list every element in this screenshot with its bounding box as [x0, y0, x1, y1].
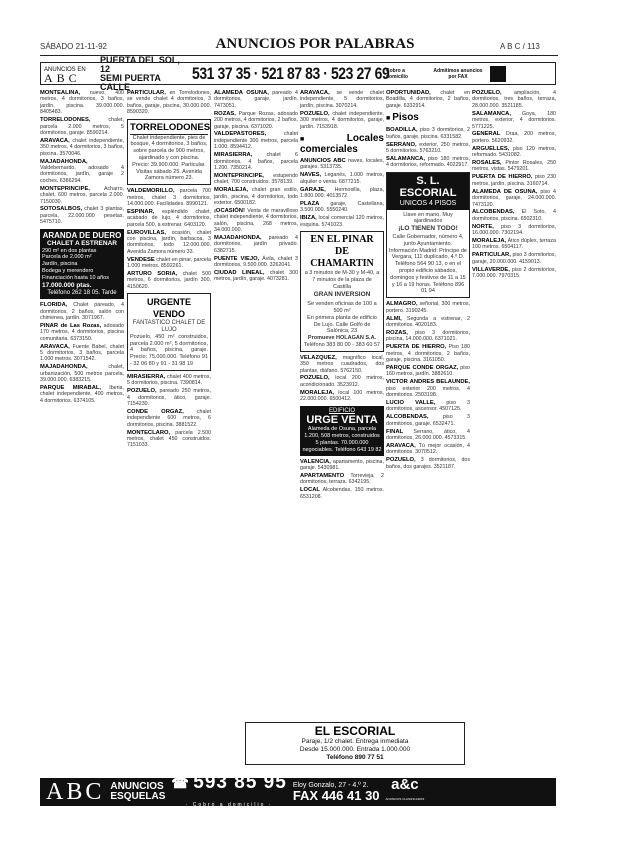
column-1: [40, 90, 124, 406]
ad-keyword: VALDEPASTORES,: [214, 131, 267, 138]
box-text: Llave en mano. Muy ajardinados: [403, 211, 453, 225]
ad-keyword: SALAMANCA,: [472, 110, 511, 117]
ad-text: local comercial 120 metros, esquina. 5741023.: [300, 215, 384, 228]
ad-keyword: BOADILLA,: [386, 127, 418, 134]
box-phone: Teléfono 262 18 05. Tarde: [47, 289, 117, 296]
ad-keyword: MONTEPRINCIPE,: [214, 172, 264, 179]
ad-text: Fuente Babel, chalet 5 dormitorios, 3 baños, parcela 1.000 metros. 3071542.: [40, 343, 124, 363]
ad-keyword: MORALEJA,: [300, 389, 335, 396]
ad-text: adosado 170 metros, 4 dormitorios, piscina comunitaria. 6373150.: [40, 322, 124, 342]
ad-text: Alcobendas, 150 metros. 6531208.: [300, 487, 384, 500]
ad-text: chalet independiente, 300 metros, 4 dormitorios, garaje, jardín. 7153918.: [300, 110, 384, 130]
ad-keyword: VELAZQUEZ,: [300, 354, 337, 361]
ad-keyword: TORRELODONES,: [40, 117, 91, 124]
ad-text: piso 3 dormitorios, garaje. 6532471.: [386, 414, 470, 427]
ad-keyword: MAJADAHONDA,: [40, 158, 88, 165]
banner-phones: 531 37 35 · 521 87 83 · 523 27 69: [192, 63, 390, 83]
ad-text: nuevo, 400 metros, 4 dormitorios, 3 baños, jardín, piscina. 39.000.000. 8405483.: [40, 90, 124, 116]
ad-text: Parque Rozas, adosado 200 metros, 4 dormitorios, 2 baños, garaje, piscina. 6371020.: [214, 110, 298, 130]
classified-ad: [386, 457, 470, 470]
classified-ad: [127, 90, 211, 116]
ad-keyword: ¡OCASIÓN!: [214, 207, 245, 214]
footer-address: [293, 781, 380, 804]
ad-keyword: VICTOR ANDRES BELAUNDE,: [386, 379, 470, 386]
box-cta: ¡LO TIENEN TODO!: [398, 225, 458, 233]
ad-text: en Torrelodones, se vende chalet 4 dormitorios, 3 baños, garaje, piscina, 30.000.000. 8590320.: [127, 90, 211, 116]
column-4: [300, 90, 384, 502]
ad-text: piso 180 metros, 4 dormitorios, reformado. 4022917.: [386, 155, 470, 169]
abc-logo-text: ABC: [44, 70, 81, 85]
classified-ad: [300, 215, 384, 228]
banner-address: [100, 56, 188, 92]
classified-ad: [300, 111, 384, 130]
classified-ad: [472, 131, 556, 144]
column-2: [127, 90, 211, 450]
box-text: a 3 minutos de M-30 y M-40, a 7 minutos de la plaza de Castilla: [304, 270, 380, 290]
classified-ad: [214, 131, 298, 150]
classified-ad: [472, 90, 556, 109]
classified-ad: [40, 302, 124, 321]
page-title: ANUNCIOS POR PALABRAS: [215, 36, 415, 52]
ad-text: Ático dúplex, terraza 100 metros. 6504117.: [472, 238, 556, 251]
classified-ad: [300, 187, 384, 200]
ad-keyword: VALDEMORILLO,: [127, 188, 175, 195]
ad-keyword: ALCOBENDAS,: [386, 414, 429, 421]
ad-keyword: ALAMEDA DE OSUNA,: [472, 188, 538, 195]
classified-ad: [40, 364, 124, 383]
ad-keyword: MONTEALINA,: [40, 90, 81, 96]
box-text: Pozuelo, 450 m² construidos, parcela 2.000 m², 5 dormitorios, 4 baños, piscina, garaje. Precio: 75.000.000. Teléfono 91 - 32 06 80 y 91 - 31 98 19: [130, 333, 208, 368]
box-phone: Teléfono 383 80 00 - 383 60 57: [303, 341, 381, 348]
ad-keyword: VENDESE: [127, 256, 155, 263]
ad-keyword: OPORTUNIDAD,: [386, 90, 431, 96]
classified-ad: [472, 209, 556, 222]
column-6: [472, 90, 556, 281]
classified-ad: [472, 224, 556, 237]
ad-keyword: CONDE ORGAZ,: [127, 408, 184, 415]
ad-keyword: ARAVACA,: [40, 137, 70, 144]
ad-keyword: MAJADAHONDA,: [40, 364, 88, 371]
footer-label-anuncios: ANUNCIOS: [110, 781, 164, 792]
ad-text: Valdebernardo, adosado 4 dormitorios, jardín, garaje 2 coches. 6386294.: [40, 164, 124, 184]
ad-text: parcela 2.500 metros, chalet 450 construidos. 7151033.: [127, 429, 211, 449]
ad-keyword: FLORIDA,: [40, 302, 68, 309]
ad-keyword: PUERTA DE HIERRO,: [472, 174, 533, 181]
ad-keyword: MIRASIERRA,: [214, 152, 253, 159]
ad-text: piso 4 dormitorios, garaje, 24.000.000. 7473120.: [472, 188, 556, 208]
box-text: Chalet independiente, pies de bosque, 4 dormitorios, 3 baños, sobre parcela de 900 metros, ajardinado y con piscina. Precio: 39.900.000. Particular. Visitas sábado 25. Avenida Zamora número 23.: [130, 134, 208, 182]
classified-ad: [386, 344, 470, 363]
ad-text: ampliación, 4 dormitorios, tres baños, terraza, 28.000.000. 3521185.: [472, 90, 556, 109]
classified-ad: [214, 208, 298, 234]
ad-keyword: VALENCIA,: [300, 458, 331, 465]
footer-logo-text: a&c: [391, 776, 419, 793]
footer-logo-sub: ANUNCIOS CLASIFICADOS: [385, 797, 425, 801]
ad-keyword: EUROVILLAS,: [127, 229, 166, 236]
box-title: TORRELODONES: [130, 121, 211, 133]
classified-ad: [40, 138, 124, 157]
ad-box-pinar-chamartin: [300, 231, 384, 352]
ad-keyword: ALMI,: [386, 315, 402, 322]
footer-abc-logo: ABC: [46, 778, 105, 805]
ad-keyword: PARTICULAR,: [127, 90, 166, 96]
classified-ad: [127, 271, 211, 290]
ad-text: Venta de maravilloso chalet independiente, 4 dormitorios, salón, piscina, 268 metros, 34.000.000.: [214, 207, 298, 234]
ad-keyword: ANUNCIOS ABC: [300, 157, 346, 164]
abc-logo: [44, 66, 96, 85]
banner-fax-note: Admitimos anuncios por FAX: [433, 67, 483, 80]
ad-keyword: POZUELO,: [300, 375, 330, 382]
classified-ad: [214, 187, 298, 206]
classified-ad: [214, 235, 298, 254]
box-text: Se venden oficinas de 100 a 500 m²: [307, 301, 377, 314]
ad-text: Goya, 180 metros, exterior, 4 dormitorios. 5771225.: [472, 110, 556, 130]
box-line: Jardín, piscina: [42, 261, 78, 268]
column-5: [386, 90, 470, 471]
classified-ad: [40, 117, 124, 136]
ad-text: Ávila, chalet 3 dormitorios, 9.500.000. 3262041.: [214, 255, 298, 269]
box-text: Calle Gobernador, número 4, junto Ayuntamiento. Información Madrid: Príncipe de Vergara, 111 duplicado, 4.º D. Teléfono 564 90 13, o en el propio edificio sábados, domingos y festivos de 11 a 15 y 16 a 19 horas. Teléfono 896 01 94: [389, 234, 467, 295]
classified-ad: [127, 257, 211, 270]
ad-keyword: MONTEPRINCIPE,: [40, 185, 90, 192]
footer-banner: [40, 772, 556, 808]
box-title: ARANDA DE DUERO: [42, 230, 122, 240]
ad-keyword: PARQUE MIRABAL,: [40, 384, 102, 391]
classified-ad: [127, 388, 211, 407]
classified-ad: [300, 172, 384, 185]
classified-ad: [40, 159, 124, 185]
ad-text: chalet 6 dormitorios, 4 baños, parcela 1.200. 7350214.: [214, 152, 298, 171]
ad-text: Chalet pareado, 4 dormitorios, 2 baños, salón con chimenea, jardín. 3071967.: [40, 302, 124, 321]
ad-text: local 200 metros, acondicionado. 3523912.: [300, 375, 384, 388]
address-line-1: PUERTA DEL SOL, 12: [100, 54, 180, 74]
box-subtitle: URGE VENTA: [306, 414, 378, 427]
footer-ac-logo: [386, 777, 425, 807]
box-promoter: Promueve HOLAGAN S.A.: [307, 335, 377, 342]
ad-keyword: MORALEJA,: [472, 238, 507, 245]
page-date: SÁBADO 21-11-92: [40, 42, 107, 51]
classified-ad: [472, 238, 556, 251]
classified-ad: [300, 355, 384, 374]
classified-ad: [214, 111, 298, 130]
box-title: EL ESCORIAL: [314, 724, 396, 738]
ad-keyword: POZUELO,: [386, 457, 416, 464]
ad-keyword: ARTURO SORIA,: [127, 271, 178, 278]
ad-text: piso 2 dormitorios, 7.000.000. 7970315.: [472, 266, 556, 280]
ad-text: piso 230 metros, jardín, piscina. 3160714.: [472, 174, 556, 187]
ad-text: chalet 400 metros, 5 dormitorios, piscina. 7390814.: [127, 373, 211, 387]
ad-box-sl-escorial: [386, 172, 470, 299]
section-heading: ■ Pisos: [386, 113, 470, 124]
ad-text: piso 3 dormitorios, garaje, 20.000.000. 4159013.: [472, 252, 556, 265]
classified-ad: [127, 374, 211, 387]
ad-keyword: SERRANO,: [386, 141, 417, 148]
box-text: Desde 15.000.000. Entrada 1.000.000: [299, 746, 411, 753]
ad-text: chalet independiente, 350 metros, 4 dormitorios, 3 baños, piscina. 3570046.: [40, 137, 124, 157]
box-text: Alameda de Osuna, parcela 1.200, 508 metros, construidos 5 plantas. 70.000.000 negociables. Teléfono 643 19 82: [302, 426, 382, 453]
ad-keyword: PINAR de Las Rozas,: [40, 322, 102, 329]
ad-keyword: APARTAMENTO: [300, 472, 345, 479]
ad-text: pareado 4 dormitorios, jardín privado. 6382715.: [214, 235, 298, 254]
box-line: Bodega y merendero: [42, 268, 94, 275]
classified-ad: [386, 156, 470, 169]
box-text: Paraje, 1/2 chalet. Entrega inmediata: [301, 738, 409, 745]
classified-ad: [472, 174, 556, 187]
ad-text: Serrano, ático, 4 dormitorios, 26.000.000. 4573315.: [386, 428, 470, 441]
ad-text: chalet 500 metros, 6 dormitorios, jardín 300. 4150620.: [127, 271, 211, 290]
ad-text: Oraa, 200 metros, portero. 5620932.: [472, 131, 556, 144]
footer-cobro: · Cobro a domicilio ·: [185, 802, 273, 808]
box-phone: Teléfono 890 77 51: [326, 754, 384, 761]
ad-keyword: MORALEJA,: [214, 187, 249, 194]
classified-ad: [214, 152, 298, 171]
banner-cobro: Cobro a domicilio: [386, 67, 408, 80]
classified-ad: [127, 409, 211, 428]
classified-ad: [214, 173, 298, 186]
ad-text: espléndido chalet, acabado de lujo, 4 dormitorios, parcela 500, a estrenar. 6403120.: [127, 208, 211, 228]
ad-keyword: LOCAL: [300, 487, 320, 494]
ad-keyword: MAJADAHONDA,: [214, 235, 262, 242]
classified-ad: [386, 330, 470, 343]
ad-text: apartamento, piscina, garaje. 5430981.: [300, 458, 384, 471]
ad-text: Acharro, chalet, 600 metros, parcela 2.000. 7150030.: [40, 185, 124, 205]
classified-ad: [386, 316, 470, 329]
footer-phone: [171, 773, 286, 811]
ad-text: El Soto, 4 dormitorios, piscina. 6502310.: [472, 209, 556, 222]
footer-fax: FAX 446 41 30: [292, 787, 380, 803]
ad-text: pareado 4 dormitorios, garaje, jardín. 7473051.: [214, 90, 298, 109]
ad-text: piso 3 dormitorios, 16.000.000. 7302194.: [472, 223, 556, 237]
footer-label-esquelas: ESQUELAS: [110, 791, 166, 802]
classified-ad: [472, 189, 556, 208]
abc-logo-top: ANUNCIOS EN: [44, 66, 86, 73]
ad-text: Iberia, chalet independiente, 400 metros, 4 dormitorios. 6374105.: [40, 384, 124, 404]
ad-keyword: PLAZA: [300, 200, 320, 207]
ad-keyword: PUERTA DE HIERRO,: [386, 344, 447, 351]
ad-keyword: POZUELO,: [127, 388, 157, 395]
ad-keyword: ARAVACA,: [386, 442, 416, 449]
ad-text: Segunda a estrenar, 2 dormitorios. 4020183.: [386, 315, 470, 328]
classified-ad: [300, 390, 384, 403]
ad-keyword: NORTE,: [472, 223, 494, 230]
classified-ad: [472, 111, 556, 130]
ad-text: Tú mejor ocasión, 4 dormitorios. 3070512.: [386, 442, 470, 456]
ad-text: exterior, 250 metros, 5 dormitorios. 5763210.: [386, 141, 470, 154]
box-subtitle: UNICOS 4 PISOS: [399, 199, 457, 207]
box-title: S. L. ESCORIAL: [399, 174, 457, 199]
classified-ad: [40, 385, 124, 404]
ad-text: pareado 250 metros, 4 dormitorios, ático, garaje. 7154230.: [127, 388, 211, 407]
ad-keyword: SALAMANCA,: [386, 155, 425, 162]
ad-text: Piso 180 metros, 4 dormitorios, 2 baños, garaje, piscina. 3161050.: [386, 344, 470, 363]
box-line: Financiación hasta 10 años: [42, 274, 109, 281]
classified-ad: [386, 443, 470, 456]
classified-ad: [386, 90, 470, 109]
classified-ad: [300, 487, 384, 500]
box-subtitle: GRAN INVERSION: [313, 291, 371, 299]
classified-ad: [300, 459, 384, 472]
ad-box-torrelodones: [127, 119, 211, 186]
ad-keyword: ARAVACA,: [300, 90, 330, 96]
classified-ad: [214, 256, 298, 269]
footer-labels: [110, 782, 165, 802]
ad-keyword: ALAMEDA OSUNA,: [214, 90, 269, 96]
classified-ad: [40, 344, 124, 363]
ad-keyword: MONTECLARO,: [127, 429, 171, 436]
box-text: En primera planta de edificio De Lujo. Calle Golfo de Salónica, 23: [307, 314, 377, 335]
address-line-2: SEMI PUERTA CALLE: [100, 72, 161, 92]
box-subtitle: FANTASTICO CHALET DE LUJO: [132, 320, 206, 334]
ad-keyword: NAVES,: [300, 172, 322, 179]
box-subtitle: CHALET A ESTRENAR: [47, 239, 117, 247]
ad-text: chalet gran estilo, jardín, piscina, 4 dormitorios, todo exterior. 6500182.: [214, 187, 298, 206]
ad-keyword: PARTICULAR,: [472, 252, 511, 259]
ad-text: chalet, parcela 2.000 metros, 5 dormitorios, garaje. 8590214.: [40, 117, 124, 136]
page-number: A B C / 113: [500, 42, 540, 51]
classified-ad: [386, 414, 470, 427]
ad-keyword: PARQUE CONDE ORGAZ,: [386, 364, 459, 371]
classified-ad: [472, 267, 556, 280]
ad-keyword: ROZAS,: [214, 110, 236, 117]
ad-text: chalet en pinar, parcela 1.000 metros. 8592261.: [127, 256, 211, 270]
classified-ad: [40, 323, 124, 342]
ad-box-el-escorial: [245, 722, 465, 765]
classified-ad: [300, 375, 384, 388]
ad-keyword: POZUELO,: [300, 110, 330, 117]
ad-text: piso 120 metros, reformado. 5431082.: [472, 145, 556, 159]
ad-keyword: MIRASIERRA,: [127, 373, 166, 380]
ad-text: se vende chalet independiente, 5 dormitorios, jardín, piscina. 3070214.: [300, 90, 384, 109]
box-title: URGENTE VENDO: [146, 297, 191, 320]
classified-ad: [127, 430, 211, 449]
column-3: [214, 90, 298, 284]
classified-ad: [472, 146, 556, 159]
contact-banner: [40, 54, 556, 92]
ad-keyword: ROSALES,: [472, 160, 502, 167]
ad-text: Torrevieja, 2 dormitorios, terraza. 6342195.: [300, 472, 384, 486]
box-line: 290 m² en dos plantas: [42, 247, 97, 254]
ad-keyword: CIUDAD LINEAL,: [214, 270, 265, 277]
box-line: Parcela de 2.000 m²: [42, 254, 92, 261]
classified-ad: [386, 127, 470, 140]
classified-ad: [386, 379, 470, 398]
ad-keyword: POZUELO,: [472, 90, 502, 96]
classified-ad: [300, 473, 384, 486]
ad-keyword: LUCIO VALLE,: [386, 399, 436, 406]
ad-text: chalet independiente 600 metros, 6 dormitorios, piscina. 3881522.: [127, 408, 211, 428]
ad-text: 3 dormitorios, dos baños, dos garajes. 3521187.: [386, 457, 470, 470]
ad-text: chalet independiente 300 metros, parcela 1.000. 8594412.: [214, 131, 298, 151]
ad-text: ocasión, chalet con piscina, jardín, barbacoa, 3 dormitorios, todo 12.000.000. Avenida Zamora número 33.: [127, 229, 211, 255]
ad-text: Hermosilla, plaza, 1.800.000. 4013572.: [300, 186, 384, 199]
classified-ad: [40, 186, 124, 205]
ad-box-urge-venta: [300, 406, 384, 456]
ad-text: chalet 300 metros, jardín, garaje. 4073281.: [214, 270, 298, 283]
ad-keyword: FINAL: [386, 428, 404, 435]
classified-ad: [300, 158, 384, 171]
ad-text: Leganés, 1.000 metros, alquiler o venta. 6877215.: [300, 172, 384, 185]
ad-text: Pintor Rosales, 250 metros, vistas. 5479201.: [472, 160, 556, 173]
classified-ad: [300, 90, 384, 109]
ad-text: local 100 metros, 22.000.000. 6500412.: [300, 389, 384, 403]
ad-text: piso exterior 200 metros, 4 dormitorios. 2503198.: [386, 385, 470, 398]
classified-ad: [386, 429, 470, 442]
ad-text: naves, locales, garajes. 5313735.: [300, 157, 384, 171]
box-title: EN EL PINAR DE CHAMARTIN: [310, 234, 374, 269]
classified-ad: [300, 201, 384, 214]
ad-text: señorial, 300 metros, portero. 3190245.: [386, 301, 470, 314]
ad-box-urgente-vendo: [127, 293, 211, 371]
ad-text: chalet en Boadilla, 4 dormitorios, 2 baños, garaje. 6332914.: [386, 90, 470, 109]
ad-keyword: PUENTE VIEJO,: [214, 255, 260, 262]
ad-keyword: GENERAL: [472, 131, 501, 138]
classified-ad: [386, 301, 470, 314]
classified-ad: [386, 142, 470, 155]
ad-box-aranda: [40, 229, 124, 299]
footer-phone-number: 593 85 95: [193, 772, 287, 793]
classified-ad: [127, 209, 211, 228]
ad-keyword: VILLAVERDE,: [472, 266, 510, 273]
ad-keyword: ARGUELLES,: [472, 145, 510, 152]
ad-text: chalet 3 plantas, parcela, 22.000.000 pesetas. 5475710.: [40, 206, 124, 226]
ad-text: piso 3 dormitorios, ascensor. 4507125.: [386, 399, 470, 413]
ad-text: chalet, urbanización, 500 metros parcela, 39.000.000. 6383215.: [40, 364, 124, 384]
ad-text: parcela 700 metros, chalet 3 dormitorios, 14.000.000. Facilidades. 8990121.: [127, 188, 211, 208]
classified-ad: [472, 160, 556, 173]
ad-text: piso 3 dormitorios, piscina, 14.000.000. 6371021.: [386, 329, 470, 343]
ad-keyword: SOTOSALBOS,: [40, 206, 83, 213]
ad-keyword: ALMAGRO,: [386, 301, 418, 308]
classified-ad: [386, 365, 470, 378]
classified-ad: [472, 252, 556, 265]
ad-keyword: GARAJE,: [300, 186, 326, 193]
ad-text: estupendo chalet, 700 construidos. 3578139.: [214, 172, 298, 186]
classified-ad: [214, 270, 298, 283]
ad-keyword: ROZAS,: [386, 329, 408, 336]
ad-keyword: ARAVACA,: [40, 343, 70, 350]
prensa-logo: [490, 66, 506, 82]
box-title: EDIFICIO: [328, 407, 355, 414]
telephone-icon: ☎: [171, 775, 189, 791]
ad-text: garaje, Castellana, 3.500.000. 5550240.: [300, 200, 384, 214]
ad-text: piso 160 metros, jardín. 3882610.: [386, 364, 470, 378]
classified-ad: [214, 90, 298, 109]
classified-ad: [127, 230, 211, 256]
classified-ad: [40, 206, 124, 225]
box-price: 17.000.000 ptas.: [42, 281, 92, 289]
classified-ad: [127, 188, 211, 207]
footer-address-line: Eloy Gonzalo, 27 - 4.º 2.: [292, 781, 369, 789]
classified-ad: [40, 90, 124, 116]
section-heading: ■ Locales comerciales: [300, 134, 384, 155]
ad-keyword: IBIZA,: [300, 215, 317, 222]
ad-text: piso 3 dormitorios, 2 baños, garaje, piscina. 6331582.: [386, 127, 470, 140]
ad-keyword: ESPINAR,: [127, 208, 155, 215]
ad-keyword: ALCOBENDAS,: [472, 209, 515, 216]
classified-ad: [386, 400, 470, 413]
ad-text: magnífico local, 350 metros cuadrados, dos plantas, diáfano. 5762150.: [300, 354, 384, 374]
